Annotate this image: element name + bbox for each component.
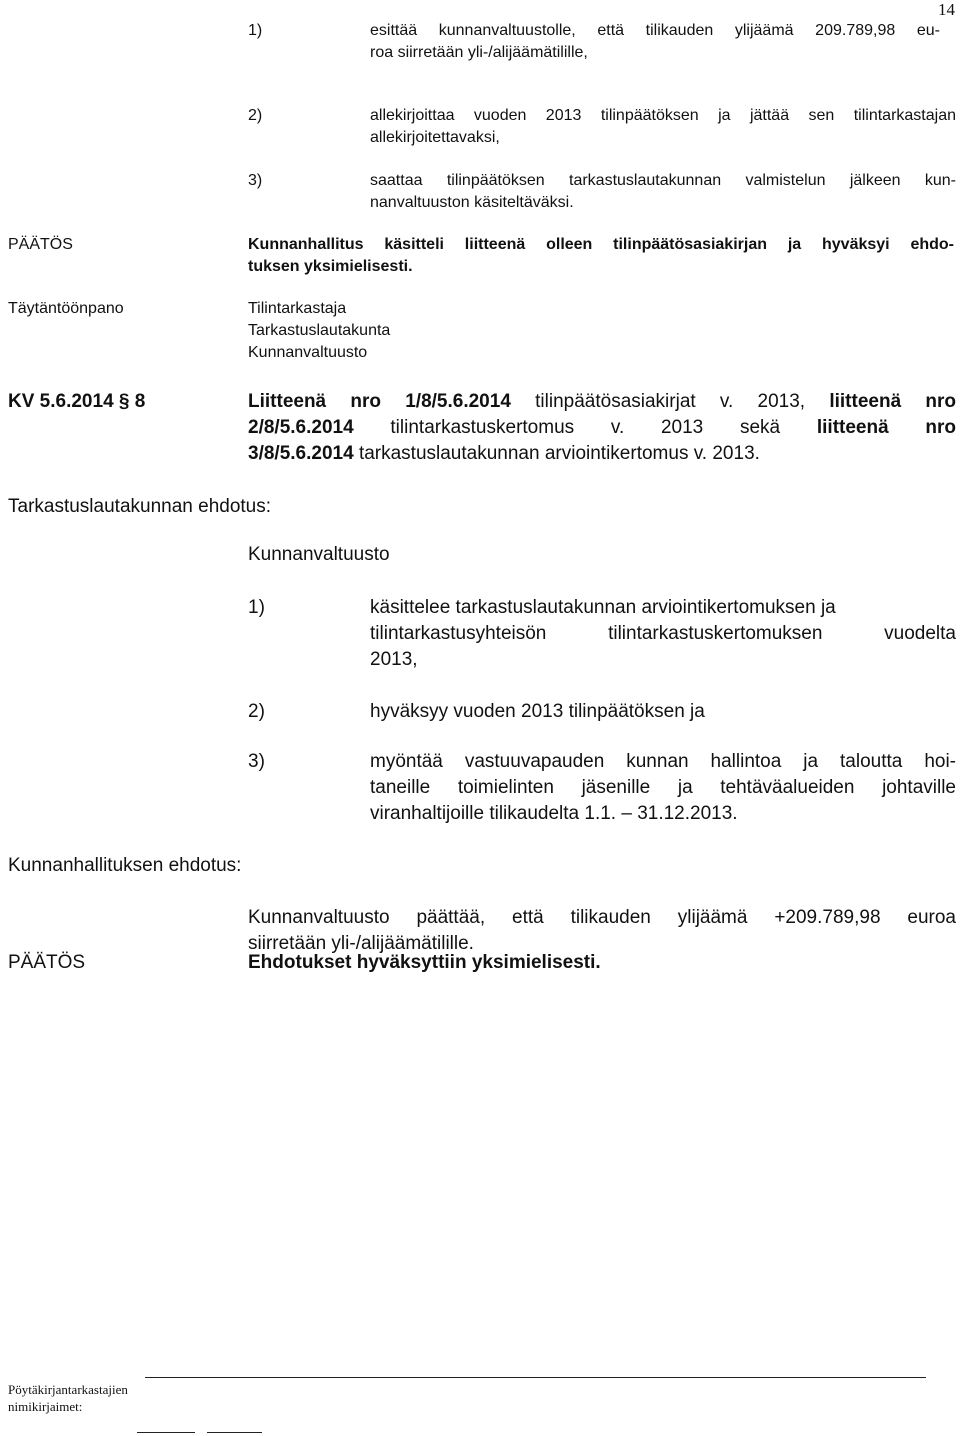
attachment-desc: tarkastuslautakunnan arviointikertomus v. 2013. (358, 443, 760, 464)
list-item-line: roa siirretään yli-/alijäämätilille, (370, 44, 588, 61)
board-proposal-line: Kunnanvaltuusto päättää, että tilikauden ylijäämä +209.789,98 euroa (248, 907, 956, 928)
list-item (248, 749, 956, 827)
list-item-number: 2) (248, 701, 265, 722)
list-item-number: 3) (248, 172, 263, 189)
recipient: Tarkastuslautakunta (248, 322, 391, 339)
list-item (248, 105, 956, 149)
page-number: 14 (938, 0, 955, 19)
list-item-line: 2013, (370, 649, 418, 670)
decision-text-line: Kunnanhallitus käsitteli liitteenä olleen tilinpäätösasiakirjan ja hyväksyi ehdo- (248, 236, 954, 253)
attachment-desc: tilinpäätösasiakirjat v. 2013, (535, 391, 806, 412)
list-item-line: tilintarkastusyhteisön tilintarkastuskertomuksen vuodelta (370, 623, 956, 644)
attachment-ref: 3/8/5.6.2014 (248, 443, 354, 464)
list-item-number: 1) (248, 597, 265, 618)
list-item-line: allekirjoitettavaksi, (370, 129, 500, 146)
recipient: Tilintarkastaja (248, 300, 347, 317)
attachment-line (248, 415, 956, 441)
attachment-ref: Liitteenä nro 1/8/5.6.2014 (248, 391, 511, 412)
list-item-line: esittää kunnanvaltuustolle, että tilikauden ylijäämä 209.789,98 eu- (370, 22, 940, 39)
decision-label: PÄÄTÖS (8, 952, 86, 973)
decision-text: Ehdotukset hyväksyttiin yksimielisesti. (248, 952, 601, 973)
list-item-line: hyväksyy vuoden 2013 tilinpäätöksen ja (370, 701, 705, 722)
attachment-line (248, 389, 956, 415)
footer-label: Pöytäkirjantarkastajien (8, 1382, 128, 1397)
list-item-line: saattaa tilinpäätöksen tarkastuslautakunnan valmistelun jälkeen kun- (370, 172, 956, 189)
section-symbol: § (118, 391, 130, 412)
list-item-line: viranhaltijoille tilikaudelta 1.1. – 31.12.2013. (370, 803, 738, 824)
attachment-ref: liitteenä nro (829, 391, 956, 412)
board-proposal-heading: Kunnanhallituksen ehdotus: (8, 855, 242, 876)
footer-rule (145, 1377, 926, 1378)
list-item (248, 20, 940, 64)
attachment-line (248, 441, 760, 467)
list-item-line: nanvaltuuston käsiteltäväksi. (370, 194, 574, 211)
list-item-number: 3) (248, 751, 265, 772)
list-item (248, 699, 956, 725)
meeting-date: KV 5.6.2014 (8, 391, 114, 412)
list-item-line: taneille toimielinten jäsenille ja tehtäväalueiden johtaville (370, 777, 956, 798)
list-item (248, 595, 956, 673)
list-item-line: allekirjoittaa vuoden 2013 tilinpäätöksen ja jättää sen tilintarkastajan (370, 107, 956, 124)
list-item-line: myöntää vastuuvapauden kunnan hallintoa ja taloutta hoi- (370, 751, 956, 772)
footer-label: nimikirjaimet: (8, 1399, 83, 1414)
list-item (248, 170, 956, 214)
audit-proposal-heading: Tarkastuslautakunnan ehdotus: (8, 496, 272, 517)
attachment-desc: tilintarkastuskertomus v. 2013 sekä (390, 417, 781, 438)
initials-line (137, 1432, 195, 1433)
initials-line (207, 1432, 262, 1433)
list-item-number: 1) (248, 22, 263, 39)
attachment-ref: 2/8/5.6.2014 (248, 417, 354, 438)
board-proposal-line: siirretään yli-/alijäämätilille. (248, 933, 474, 954)
recipient: Kunnanvaltuusto (248, 344, 368, 361)
audit-proposal-intro: Kunnanvaltuusto (248, 544, 390, 565)
list-item-line: käsittelee tarkastuslautakunnan arviointikertomuksen ja (370, 597, 836, 618)
section-number: 8 (134, 391, 146, 412)
list-item-number: 2) (248, 107, 263, 124)
attachment-ref: liitteenä nro (816, 417, 957, 438)
implementation-label: Täytäntöönpano (8, 300, 124, 317)
decision-text-line: tuksen yksimielisesti. (248, 258, 413, 275)
decision-label: PÄÄTÖS (8, 236, 73, 253)
meeting-reference (8, 389, 145, 415)
